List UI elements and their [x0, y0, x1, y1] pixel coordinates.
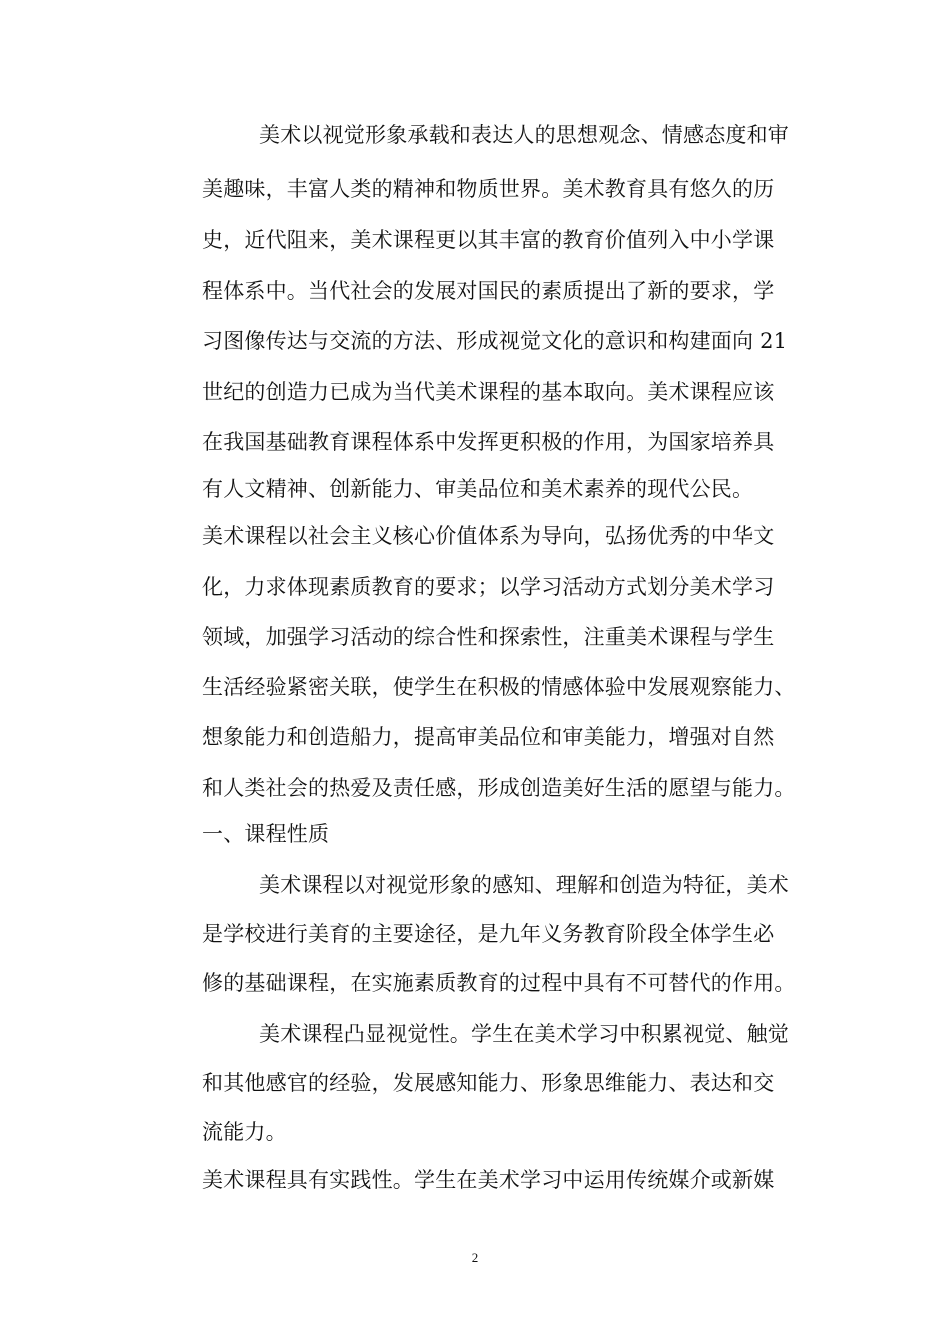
- text-line: 美术课程凸显视觉性。学生在美术学习中积累视觉、触觉: [259, 1022, 789, 1046]
- text-line: 美术课程具有实践性。学生在美术学习中运用传统媒介或新媒: [202, 1168, 775, 1192]
- text-line: 世纪的创造力已成为当代美术课程的基本取向。美术课程应该: [202, 380, 775, 404]
- text-line: 领域，加强学习活动的综合性和探索性，注重美术课程与学生: [202, 625, 775, 649]
- text-line: 和其他感官的经验，发展感知能力、形象思维能力、表达和交: [202, 1071, 775, 1095]
- text-line: 习图像传达与交流的方法、形成视觉文化的意识和构建面向 21: [202, 329, 788, 353]
- text-line: 化，力求体现素质教育的要求；以学习活动方式划分美术学习: [202, 575, 775, 599]
- section-heading: 一、课程性质: [202, 822, 330, 846]
- text-line: 美术以视觉形象承载和表达人的思想观念、情感态度和审: [259, 123, 789, 147]
- text-line: 美术课程以社会主义核心价值体系为导向，弘扬优秀的中华文: [202, 524, 775, 548]
- text-line: 是学校进行美育的主要途径，是九年义务教育阶段全体学生必: [202, 922, 775, 946]
- text-line: 程体系中。当代社会的发展对国民的素质提出了新的要求，学: [202, 279, 775, 303]
- text-line: 修的基础课程，在实施素质教育的过程中具有不可替代的作用。: [202, 971, 796, 995]
- text-line: 美趣味，丰富人类的精神和物质世界。美术教育具有悠久的历: [202, 177, 775, 201]
- page-number: 2: [471, 1250, 479, 1265]
- text-line: 史，近代阻来，美术课程更以其丰富的教育价值列入中小学课: [202, 228, 775, 252]
- text-line: 流能力。: [202, 1120, 287, 1144]
- text-line: 想象能力和创造船力，提高审美品位和审美能力，增强对自然: [202, 725, 775, 749]
- text-line: 有人文精神、创新能力、审美品位和美术素养的现代公民。: [202, 477, 754, 501]
- text-line: 和人类社会的热爱及责任感，形成创造美好生活的愿望与能力。: [202, 776, 796, 800]
- text-line: 在我国基础教育课程体系中发挥更积极的作用，为国家培养具: [202, 430, 775, 454]
- text-line: 美术课程以对视觉形象的感知、理解和创造为特征，美术: [259, 873, 789, 897]
- text-line: 生活经验紧密关联，使学生在积极的情感体验中发展观察能力、: [202, 675, 796, 699]
